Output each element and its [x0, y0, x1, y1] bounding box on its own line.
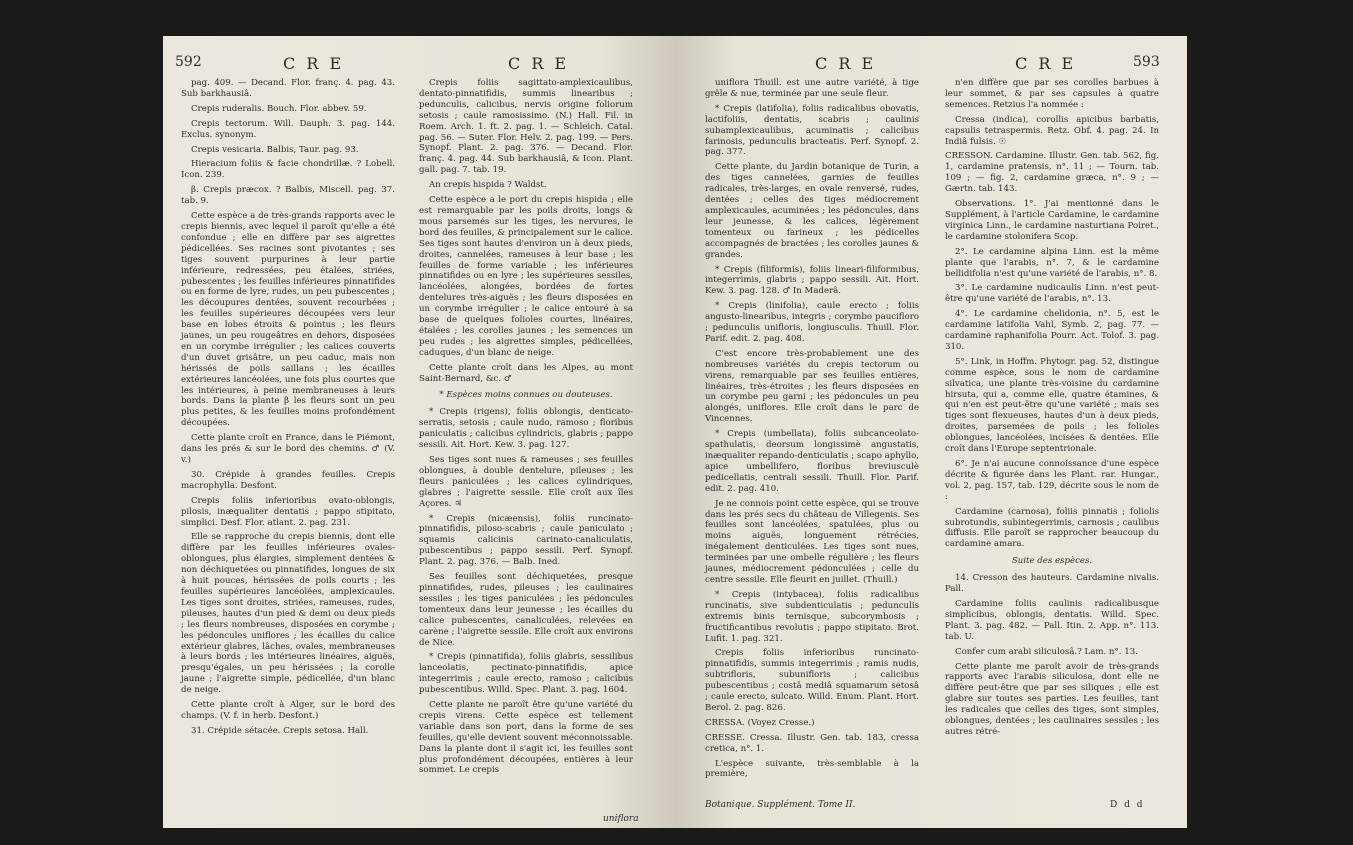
paragraph: Cette espèce a le port du crepis hispida ; elle est remarquable par les poils droits, longs & mous parsemés sur les tiges, les nervures, le bord des feuilles, & principalement sur le calice. Ses tiges sont hautes d'environ un à deux pieds, droites, cannelées, rameuses à leur base ; les feuilles de forme variable ; les inférieures pinnatifides ou en lyre ; les supérieures sessiles, lancéolées, alongées, bordées de fortes dentelures très-aiguës ; les fleurs disposées en un corymbe irrégulier ; le calice entouré à sa base de quelques folioles courtes, linéaires, étalées ; les corolles jaunes ; les semences un peu rudes ; les aigrettes simples, pédicellées, caduques, d'un blanc de neige. [419, 195, 633, 358]
paragraph: * Crepis (umbellata), foliis subcanceolato-spathulatis, deorsum longissimè angustatis, inæqualiter repando-denticulatis ; scapo aphyllo, apice umbellifero, floribus breviusculè pedicellatis, centrali sessili. Thuill. Flor. Parif. edit. 2. pag. 410. [705, 429, 920, 494]
paragraph: Crepis foliis inferioribus ovato-oblongis, pilosis, inæqualiter dentatis ; pappo stipitato, simplici. Desf. Flor. atlant. 2. pag. 231. [181, 495, 395, 528]
paragraph: * Espèces moins connues ou douteuses. [439, 390, 613, 401]
paragraph: 3°. Le cardamine nudicaulis Linn. n'est peut-être qu'une variété de l'arabis, n°. 13. [945, 283, 1159, 305]
paragraph: β. Crepis præcox. ? Balbis, Miscell. pag. 37. tab. 9. [181, 185, 395, 207]
right-running-head [675, 54, 1187, 76]
paragraph: Crepis foliis inferioribus runcinato-pinnatifidis, summis integerrimis ; ramis nudis, subtrifloris, subunifloris ; calicibus pubescentibus ; costâ mediâ squamarum setosâ ; caule erecto, sulcato. Willd. Enum. Plant. Hort. Berol. 2. pag. 826. [705, 648, 919, 713]
paragraph: An crepis hispida ? Waldst. [429, 180, 547, 191]
paragraph: * Crepis (nicæensis), foliis runcinato-pinnatifidis, piloso-scabris ; caule paniculato ; squamis calicinis carinato-canaliculatis, pubescentibus ; pappo sessili. Perf. Synopf. Plant. 2. pag. 376. — Balb. Ined. [419, 513, 633, 568]
right-page-number: 593 [1133, 54, 1160, 70]
paragraph: * Crepis (filiformis), foliis lineari-filiformibus, integerrimis, glabris ; pappo sessili. Ait. Hort. Kew. 3. pag. 128. ♂ In Maderâ. [705, 264, 919, 297]
paragraph: pag. 409. — Decand. Flor. franç. 4. pag. 43. Sub barkhausiâ. [181, 78, 395, 99]
left-running-head [163, 54, 675, 76]
paragraph: Cressa (indica), corollis apicibus barbatis, capsulis tetraspermis. Retz. Obf. 4. pag. 24. In Indiâ fulsis. ☉ [945, 114, 1159, 147]
left-head-1: C R E [283, 54, 345, 73]
paragraph: Je ne connois point cette espèce, qui se trouve dans les prés secs du château de Villegenis. Ses feuilles sont lancéolées, spatulées, plus ou moins aiguës, longuement rétrécies, inégalement denticulées. Les tiges sont nues, terminées par une ombelle régulière ; les fleurs jaunes, médiocrement pédonculées ; celle du centre sessile. Elle fleurit en juillet. (Thuill.) [705, 498, 919, 585]
paragraph: Ses feuilles sont déchiquetées, presque pinnatifides, rudes, pileuses ; les caulinaires sessiles ; les tiges paniculées ; les pédoncules tomenteux dans leur jeunesse ; les écailles du calice pubescentes, canaliculées, relevées en carène ; l'aigrette sessile. Elle croît aux environs de Nice. [419, 572, 633, 648]
right-head-1: C R E [815, 54, 877, 73]
paragraph: n'en diffère que par ses corolles barbues à leur sommet, & par ses capsules à quatre semences. Retzius l'a nommée : [945, 78, 1159, 110]
paragraph: 2°. Le cardamine alpina Linn. est la même plante que l'arabis, n°. 7, & le cardamine bellidifolia n'est qu'une variété de l'arabis, n°. 8. [945, 246, 1159, 279]
paragraph: Crepis vesicaria. Balbis, Taur. pag. 93. [191, 144, 359, 155]
left-head-2: C R E [508, 54, 570, 73]
paragraph: Cette plante croît à Alger, sur le bord des champs. (V. f. in herb. Desfont.) [181, 700, 395, 721]
book-spread [163, 36, 1187, 828]
paragraph: * Crepis (pinnatifida), foliis glabris, sessilibus lanceolatis, pectinato-pinnatifidis, apice integerrimis ; caule erecto, ramoso ; calicibus pubescentibus. Willd. Spec. Plant. 3. pag. 1604. [419, 652, 633, 696]
paragraph: Hieracium foliis & facie chondrillæ. ? Lobell. Icon. 239. [181, 159, 395, 181]
paragraph: * Crepis (latifolia), foliis radicalibus obovatis, lactifoliis, dentatis, scabris ; caulinis subamplexicaulibus, acuminatis ; calicibus farinosis, pedunculis bracteatis. Perf. Synopf. 2. pag. 377. [705, 103, 919, 158]
paragraph: 30. Crépide à grandes feuilles. Crepis macrophylla. Desfont. [181, 469, 395, 491]
paragraph: Observations. 1°. J'ai mentionné dans le Supplément, à l'article Cardamine, le cardamine virginica Linn., le cardamine nasturtiana Poiret., le cardamine stolonifera Scop. [945, 199, 1159, 242]
paragraph: C'est encore très-probablement une des nombreuses variétés du crepis tectorum ou virens, remarquable par ses feuilles entières, linéaires, très-étroites ; les fleurs disposées en un corymbe peu garni ; les pédoncules un peu alongés, uniflores. Elle croît dans le parc de Vincennes. [705, 348, 919, 425]
paragraph: Cette espèce a de très-grands rapports avec le crepis biennis, avec lequel il paroît qu'elle a été confondue ; elle en diffère par ses aigrettes pédicellées. Ses racines sont pivotantes ; ses tiges souvent purpurines à leur partie inférieure, redressées, peu étalées, striées, pubescentes ; les feuilles inférieures pinnatifides ou en forme de lyre, rudes, un peu pubescentes ; les découpures dentées, souvent recourbées ; les feuilles supérieures découpées vers leur base en lobes étroits & pointus ; les fleurs jaunes, un peu rougeâtres en dehors, disposées en un corymbe irrégulier ; les calices couverts d'un duvet grisâtre, un peu caduc, mais non hérissés de poils saillans ; les écailles extérieures lancéolées, une fois plus courtes que les intérieures, à peine membraneuses à leurs bords. Dans la plante β les fleurs sont un peu plus petites, & les feuilles moins profondément découpées. [181, 211, 395, 429]
right-head-2: C R E [1015, 54, 1077, 73]
right-page [675, 36, 1187, 828]
paragraph: Crepis foliis sagittato-amplexicaulibus, dentato-pinnatifidis, summis linearibus ; pedunculis, calicibus, nervis origine foliorum setosis ; caule ramosissimo. (N.) Hall. Fil. in Roem. Arch. 1. ft. 2. pag. 1. — Schleich. Catal. pag. 56. — Suter. Flor. Helv. 2. pag. 199. — Pers. Synopf. Plant. 2. pag. 376. — Decand. Flor. franç. 4. pag. 44. Sub barkhausiâ, & Icon. Plant. gall. pag. 7. tab. 19. [419, 78, 633, 176]
right-column-2 [945, 78, 1159, 742]
paragraph: 31. Crépide sétacée. Crepis setosa. Hall. [191, 725, 369, 736]
paragraph: Crepis ruderalis. Bouch. Flor. abbev. 59. [191, 103, 367, 114]
paragraph: * Crepis (linifolia), caule erecto ; foliis angusto-linearibus, integris ; corymbo paucifloro ; pedunculis unifloris, longiusculis. Thuill. Flor. Parif. edit. 2. pag. 408. [705, 301, 919, 344]
paragraph: 6°. Je n'ai aucune connoissance d'une espèce décrite & figurée dans les Plant. rar. Hungar., vol. 2, pag. 157, tab. 129, décrite sous le nom de : [945, 459, 1159, 502]
left-page-number: 592 [175, 54, 202, 70]
left-column-1 [181, 78, 395, 741]
paragraph: 14. Cresson des hauteurs. Cardamine nivalis. Pall. [945, 573, 1159, 595]
paragraph: Cette plante, du Jardin botanique de Turin, a des tiges cannelées, garnies de feuilles radicales, très-larges, en ovale renversé, rudes, dentées ; celles des tiges médiocrement amplexicaules, acuminées ; les pédoncules, dans leur jeunesse, & les calices, légèrement tomenteux ou farineux ; les pédicelles accompagnés de bractées ; les corolles jaunes & grandes. [705, 162, 919, 260]
left-page [163, 36, 675, 828]
paragraph: CRESSON. Cardamine. Illustr. Gen. tab. 562, fig. 1, cardamine pratensis, n°. 11 ; — Tourn. tab. 109 ; — fig. 2, cardamine græca, n°. 9 ; — Gærtn. tab. 143. [945, 151, 1159, 195]
paragraph: Crepis tectorum. Will. Dauph. 3. pag. 144. Exclus. synonym. [181, 118, 395, 140]
paragraph: Ses tiges sont nues & rameuses ; ses feuilles oblongues, à double dentelure, pileuses ; les fleurs paniculées ; les calices cylindriques, glabres ; l'aigrette sessile. Elle croît aux îles Açores. ♃ [419, 455, 633, 509]
paragraph: Suite des espèces. [1011, 556, 1093, 567]
paragraph: Cette plante me paroît avoir de très-grands rapports avec l'arabis siliculosa, dont elle ne diffère peut-être que par ses siliques ; elle est glabre sur toutes ses parties. Les feuilles, tant les radicales que celles des tiges, sont simples, oblongues, dentées ; les caulinaires sessiles ; les autres rétré- [945, 661, 1159, 737]
paragraph: CRESSA. (Voyez Cresse.) [705, 717, 815, 728]
paragraph: * Crepis (rigens), foliis oblongis, denticato-serratis, setosis ; caule nudo, ramoso ; floribus paniculatis ; calicibus cylindricis, glabris ; pappo sessili. Ait. Hort. Kew. 3. pag. 127. [419, 407, 633, 451]
paragraph: uniflora Thuill. est une autre variété, à tige grêle & nue, terminée par une seule fleur. [705, 78, 919, 99]
paragraph: L'espèce suivante, très-semblable à la première, [705, 758, 919, 780]
left-catchword: uniflora [603, 814, 639, 824]
paragraph: Cette plante croît en France, dans le Piémont, dans les prés & sur le bord des chemins. ♂ (V. v.) [181, 433, 395, 465]
paragraph: 4°. Le cardamine chelidonia, n°. 5, est le cardamine latifolia Vahl, Symb. 2, pag. 77. — cardamine raphanifolia Pourr. Act. Tolof. 3. pag. 310. [945, 309, 1159, 352]
paragraph: 5°. Link, in Hoffm. Phytogr. pag. 52, distingue comme espèce, sous le nom de cardamine silvatica, une plante très-voisine du cardamine hirsuta, qui a, comme elle, quatre étamines, & qui n'en est peut-être qu'une variété ; mais ses tiges sont flexueuses, hautes d'un à deux pieds, droites, parsemées de poils ; les folioles oblongues, lancéolées, incisées & dentées. Elle croît dans l'Europe septentrionale. [945, 356, 1159, 455]
paragraph: Cardamine foliis caulinis radicalibusque simplicibus, oblongis, dentatis. Willd. Spec. Plant. 3. pag. 482. — Pall. Itin. 2. App. n°. 113. tab. U. [945, 598, 1159, 642]
paragraph: Cette plante croît dans les Alpes, au mont Saint-Bernard, &c. ♂ [419, 362, 633, 384]
right-column-1 [705, 78, 919, 784]
paragraph: Elle se rapproche du crepis biennis, dont elle diffère par les feuilles inférieures ovales-oblongues, plus élargies, simplement dentées & non déchiquetées ou pinnatifides, longues de six à huit pouces, hérissées de poils courts ; les feuilles supérieures lancéolées, amplexicaules. Les tiges sont droites, striées, rameuses, rudes, pileuses, hautes d'un pied & demi ou deux pieds ; les fleurs nombreuses, disposées en corymbe ; les pédoncules uniflores ; les écailles du calice extérieur glabres, lâches, ovales, membraneuses à leurs bords ; les intérieures linéaires, aiguës, presqu'égales, un peu hérissées ; la corolle jaune ; l'aigrette simple, pédicellée, d'un blanc de neige. [181, 532, 395, 696]
left-column-2 [419, 78, 633, 780]
paragraph: Cardamine (carnosa), foliis pinnatis ; foliolis subrotundis, subintegerrimis, carnosis ; caulibus diffusis. Elle paroît se rapprocher beaucoup du cardamine amara. [945, 506, 1159, 550]
paragraph: Cette plante ne paroît être qu'une variété du crepis virens. Cette espèce est tellement variable dans son port, dans la forme de ses feuilles, qu'elle devient souvent méconnoissable. Dans la plante dont il s'agit ici, les feuilles sont plus profondément découpées, entières à leur sommet. Le crepis [419, 700, 633, 776]
paragraph: CRESSE. Cressa. Illustr. Gen. tab. 183, cressa cretica, n°. 1. [705, 732, 919, 754]
right-footer: Botanique. Supplément. Tome II. [705, 800, 856, 810]
paragraph: Confer cum arabi siliculosâ.? Lam. n°. 13. [955, 646, 1138, 657]
paragraph: * Crepis (intybacea), foliis radicalibus runcinatis, sive subdenticulatis ; pedunculis extremis binis ternisque, subcorymbosis ; fructificantibus revolutis ; pappo stipitato. Brot. Lufit. 1. pag. 321. [705, 589, 919, 644]
right-signature: D d d [1110, 800, 1145, 810]
